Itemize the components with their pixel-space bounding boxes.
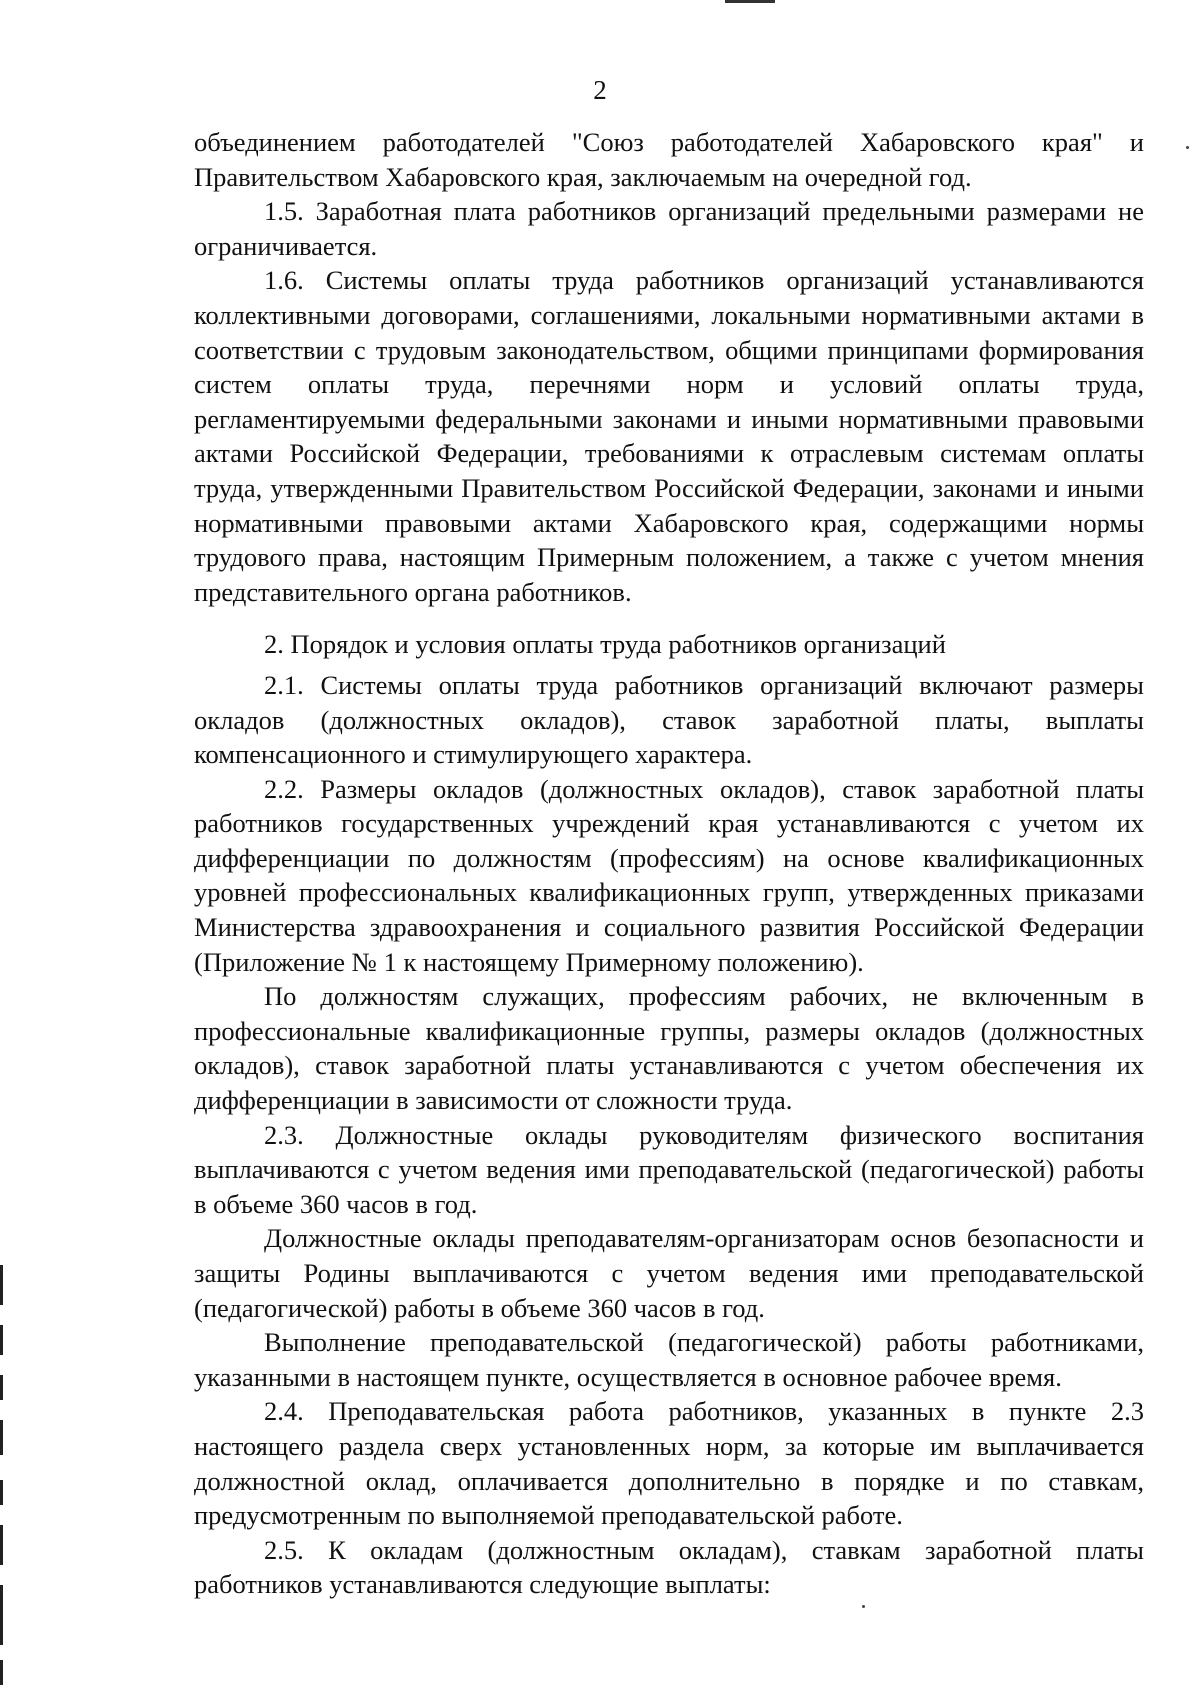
scan-edge-lines <box>0 1265 4 1685</box>
paragraph-2-5: 2.5. К окладам (должностным окладам), ставкам заработной платы работников устанавливаются следующие выплаты: <box>194 1534 1144 1600</box>
paragraph-1-5: 1.5. Заработная плата работников организаций предельными размерами не ограничивается. <box>194 196 1144 261</box>
paragraph-2-2-cont: По должностям служащих, профессиям рабочих, не включенным в профессиональные квалификационные группы, размеры окладов (должностных окладов), ставок заработной платы устанавливаются с учетом обеспечения их дифференциации в зависимости от сложности труда. <box>194 981 1144 1116</box>
paragraph-1-6: 1.6. Системы оплаты труда работников организаций устанавливаются коллективными договорами, соглашениями, локальными нормативными актами в соответствии с трудовым законодательством, общими принципами формирования систем оплаты труда, перечнями норм и условий оплаты труда, регламентируемыми федеральными законами и иными нормативными правовыми актами Российской Федерации, требованиями к отраслевым системам оплаты труда, утвержденными Правительством Российской Федерации, законами и иными нормативными правовыми актами Хабаровского края, содержащими нормы трудового права, настоящим Примерным положением, а также с учетом мнения представительного органа работников. <box>194 265 1144 607</box>
paragraph-2-2: 2.2. Размеры окладов (должностных окладов), ставок заработной платы работников государственных учреждений края устанавливаются с учетом их дифференциации по должностям (профессиям) на основе квалификационных уровней профессиональных квалификационных групп, утвержденных приказами Министерства здравоохранения и социального развития Российской Федерации (Приложение № 1 к настоящему Примерному положению). <box>194 773 1144 977</box>
paragraph-2-3-cont: Должностные оклады преподавателям-организаторам основ безопасности и защиты Родины выплачиваются с учетом ведения ими преподавательской (педагогической) работы в объеме 360 часов в год. <box>194 1223 1144 1323</box>
paragraph-2-4: 2.4. Преподавательская работа работников, указанных в пункте 2.3 настоящего раздела сверх установленных норм, за которые им выплачивается должностной оклад, оплачивается дополнительно в порядке и по ставкам, предусмотренным по выполняемой преподавательской работе. <box>194 1396 1144 1531</box>
scan-speck <box>1186 146 1189 149</box>
paragraph-continuation: объединением работодателей "Союз работодателей Хабаровского края" и Правительством Хабаровского края, заключаемым на очередной год. <box>194 127 1144 192</box>
section-heading: 2. Порядок и условия оплаты труда работников организаций <box>264 629 946 660</box>
paragraph-2-3: 2.3. Должностные оклады руководителям физического воспитания выплачиваются с учетом ведения ими преподавательской (педагогической) работы в объеме 360 часов в год. <box>194 1119 1144 1219</box>
page-number: 2 <box>593 75 607 105</box>
paragraph-2-1: 2.1. Системы оплаты труда работников организаций включают размеры окладов (должностных окладов), ставок заработной платы, выплаты компенсационного и стимулирующего характера. <box>194 669 1144 770</box>
paragraph-2-3-note: Выполнение преподавательской (педагогической) работы работниками, указанными в настоящем пункте, осуществляется в основное рабочее время. <box>194 1327 1144 1392</box>
scan-top-mark <box>725 0 775 3</box>
document-body <box>194 125 1144 1602</box>
scan-speck <box>862 1605 865 1608</box>
